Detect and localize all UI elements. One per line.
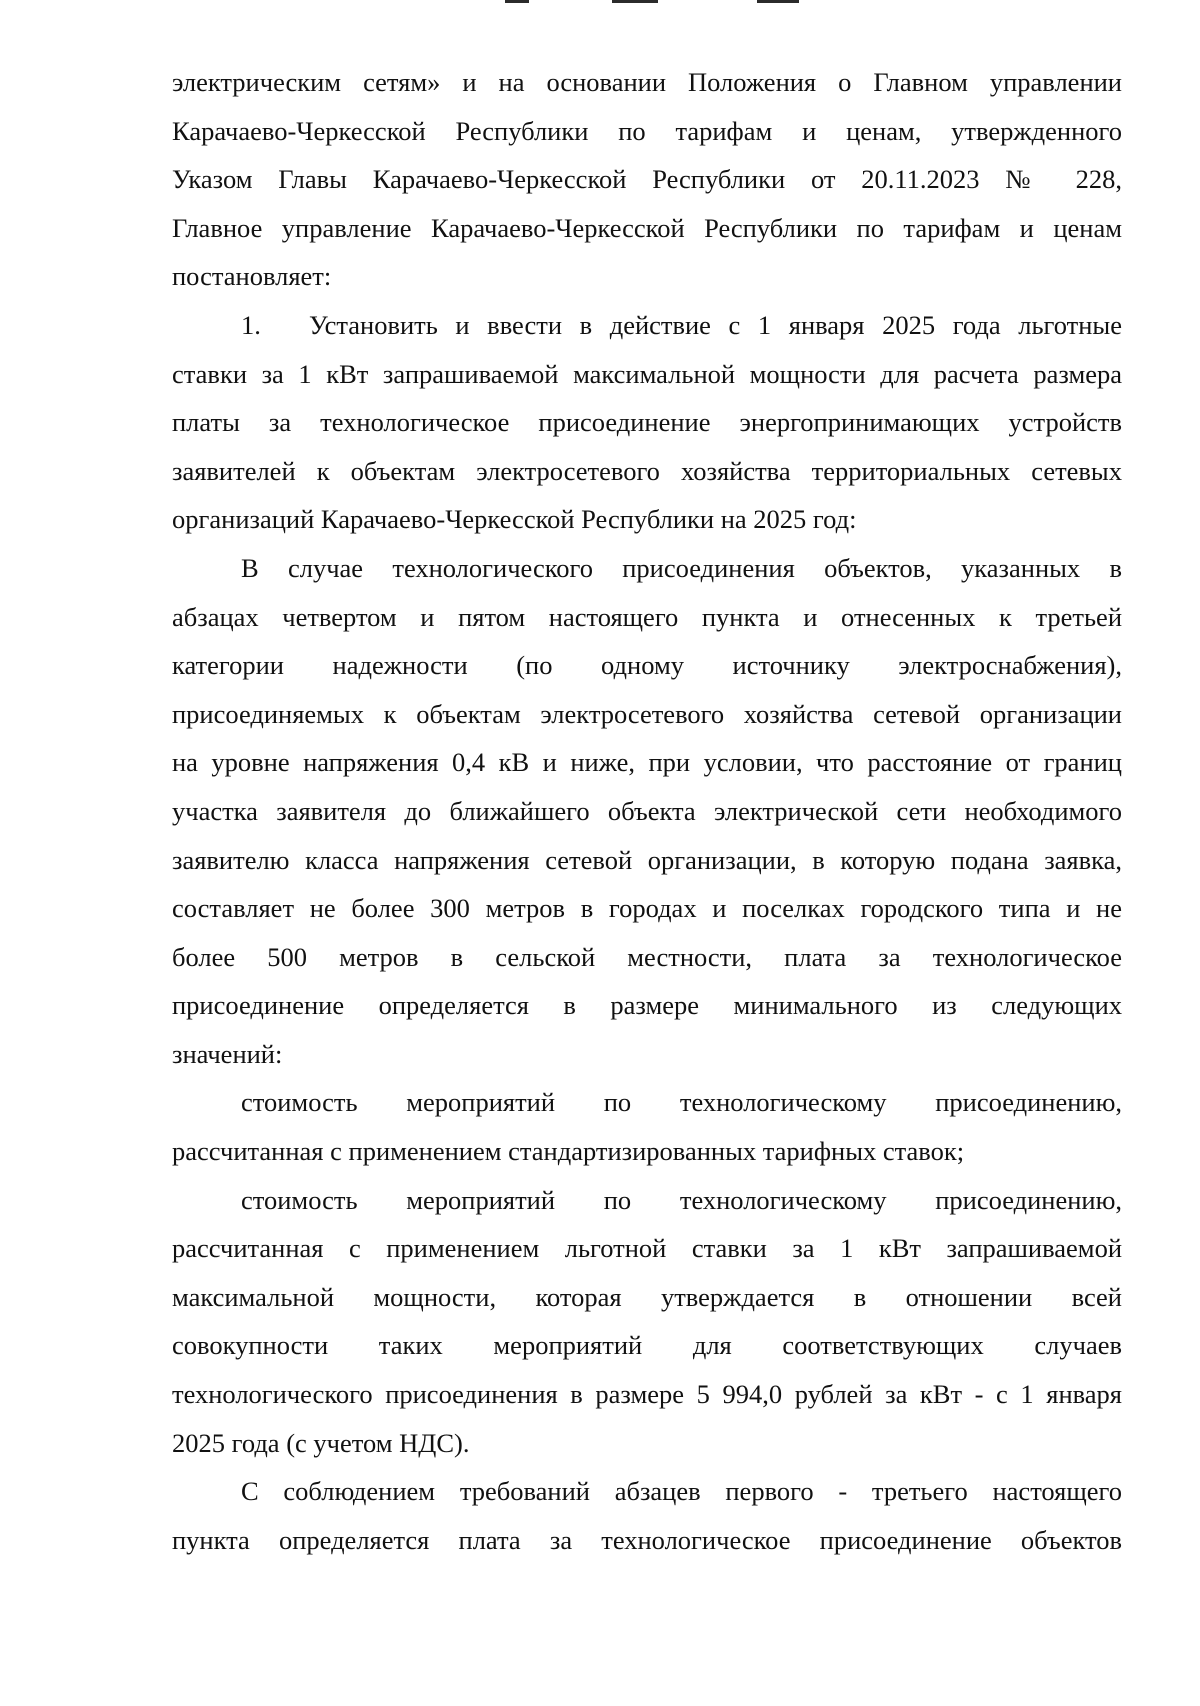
text-line: технологического присоединения в размере 5 994,0 рублей за кВт - с 1 января (172, 1379, 1122, 1410)
text-line: максимальной мощности, которая утверждается в отношении всей (172, 1281, 1122, 1312)
paragraph-first-line: С соблюдением требований абзацев первого - третьего настоящего (241, 1476, 1122, 1507)
numbered-item-line (172, 301, 1122, 350)
paragraph-first-line: стоимость мероприятий по технологическому присоединению, (241, 1087, 1122, 1118)
text-line: 2025 года (с учетом НДС). (172, 1427, 470, 1458)
text-line: присоединение определяется в размере минимального из следующих (172, 990, 1122, 1021)
text-line: составляет не более 300 метров в городах и поселках городского типа и не (172, 893, 1122, 924)
text-line: электрическим сетям» и на основании Положения о Главном управлении (172, 67, 1122, 97)
top-scan-marks (0, 0, 1200, 6)
text-line: более 500 метров в сельской местности, плата за технологическое (172, 941, 1122, 972)
text-line: рассчитанная с применением стандартизированных тарифных ставок; (172, 1136, 965, 1167)
text-line: пункта определяется плата за технологическое присоединение объектов (172, 1524, 1122, 1555)
document-body (172, 58, 1122, 1564)
text-line: Главное управление Карачаево-Черкесской Республики по тарифам и ценам (172, 212, 1122, 243)
text-line: абзацах четвертом и пятом настоящего пункта и отнесенных к третьей (172, 601, 1122, 632)
item-number: 1. (241, 309, 261, 340)
text-line: значений: (172, 1038, 283, 1069)
text-line: организаций Карачаево-Черкесской Республики на 2025 год: (172, 504, 857, 535)
text-line: заявителю класса напряжения сетевой организации, в которую подана заявка, (172, 844, 1122, 875)
text-line: ставки за 1 кВт запрашиваемой максимальной мощности для расчета размера (172, 358, 1122, 389)
text-line: присоединяемых к объектам электросетевого хозяйства сетевой организации (172, 698, 1122, 729)
text-line: постановляет: (172, 261, 332, 292)
text-line: совокупности таких мероприятий для соответствующих случаев (172, 1330, 1122, 1361)
text-line: заявителей к объектам электросетевого хозяйства территориальных сетевых (172, 455, 1122, 486)
paragraph-first-line: В случае технологического присоединения объектов, указанных в (241, 552, 1122, 583)
text-line: рассчитанная с применением льготной ставки за 1 кВт запрашиваемой (172, 1233, 1122, 1264)
text-line: категории надежности (по одному источнику электроснабжения), (172, 650, 1122, 681)
text-line: платы за технологическое присоединение энергопринимающих устройств (172, 407, 1122, 438)
text-line: Карачаево-Черкесской Республики по тарифам и ценам, утвержденного (172, 115, 1122, 146)
item-text: Установить и ввести в действие с 1 января 2025 года льготные (309, 309, 1122, 340)
scan-mark (505, 0, 529, 3)
text-line: Указом Главы Карачаево-Черкесской Республики от 20.11.2023 № 228, (172, 164, 1122, 195)
scan-mark (612, 0, 658, 3)
text-line: на уровне напряжения 0,4 кВ и ниже, при условии, что расстояние от границ (172, 747, 1122, 778)
text-line: участка заявителя до ближайшего объекта электрической сети необходимого (172, 795, 1122, 826)
scan-mark (757, 0, 799, 3)
paragraph-first-line: стоимость мероприятий по технологическому присоединению, (241, 1184, 1122, 1215)
